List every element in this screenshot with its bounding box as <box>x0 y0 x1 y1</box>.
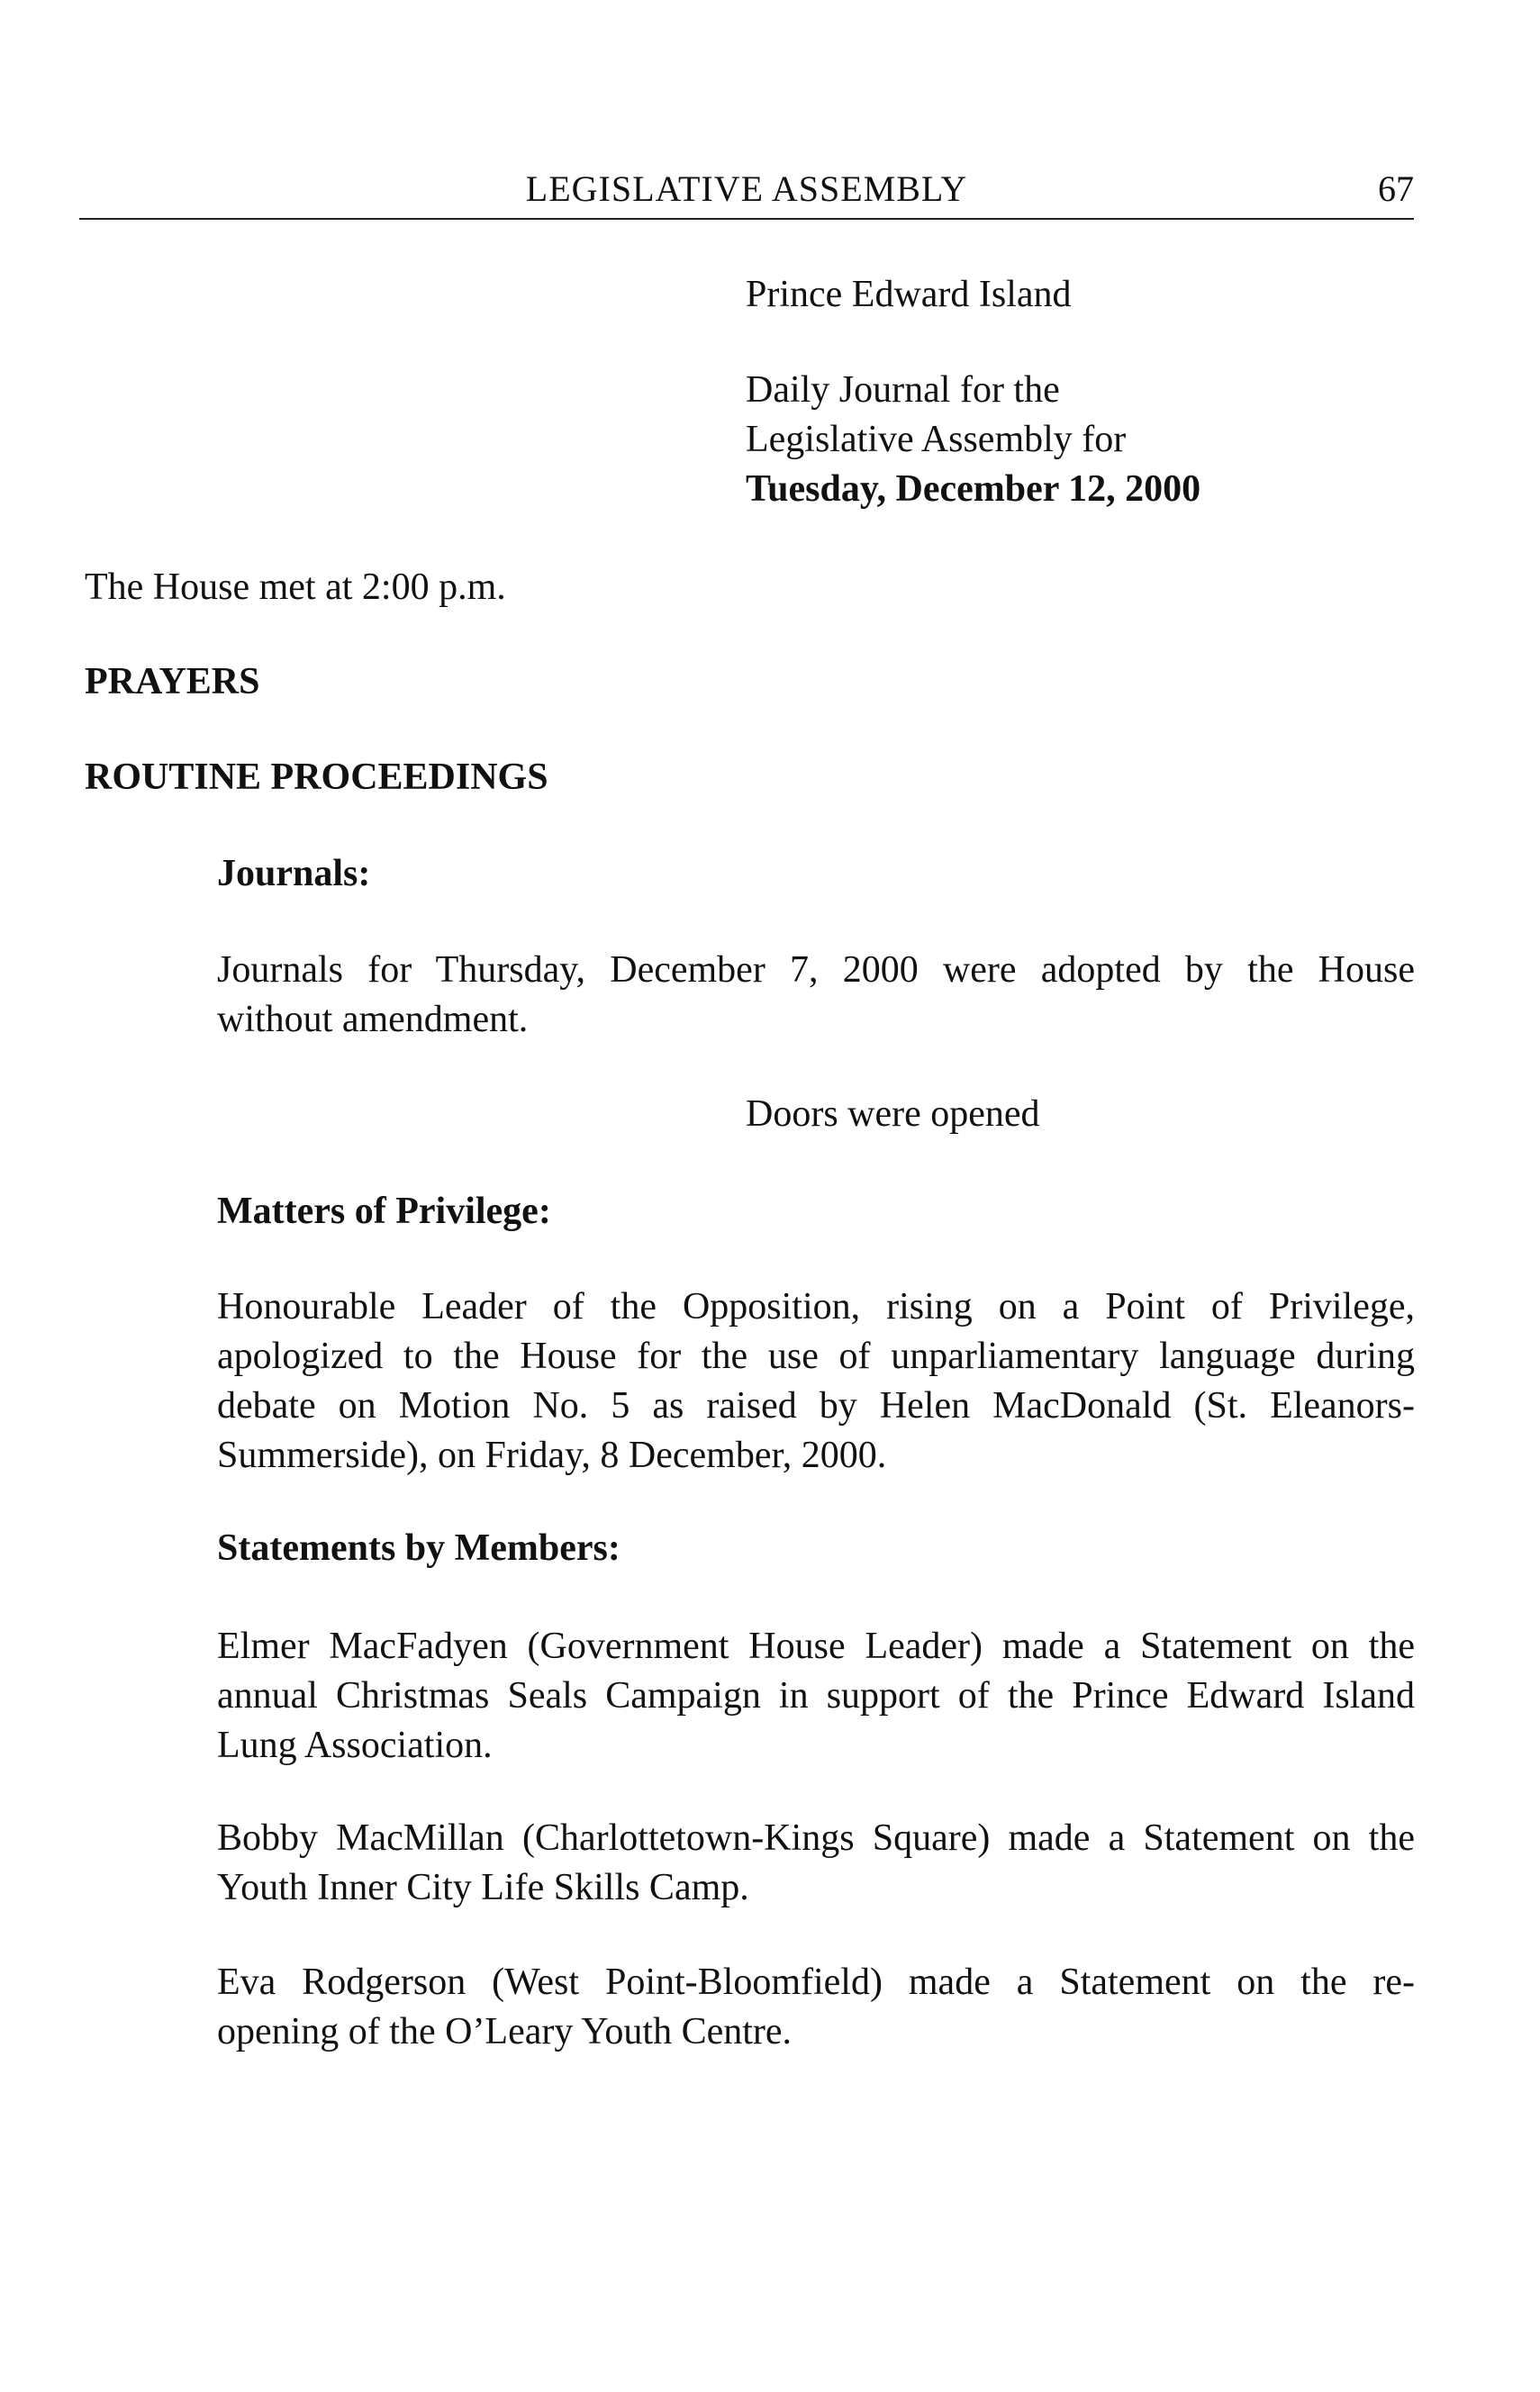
statement-paragraph-3 <box>217 1958 1415 2057</box>
statements-heading: Statements by Members: <box>217 1527 621 1569</box>
house-met-text: The House met at 2:00 p.m. <box>85 566 506 608</box>
journals-line: without amendment. <box>217 999 529 1040</box>
masthead-province: Prince Edward Island <box>746 274 1072 315</box>
masthead-journal-line1: Daily Journal for the <box>746 369 1060 411</box>
journals-heading: Journals: <box>217 853 371 894</box>
page-number: 67 <box>1378 168 1414 209</box>
statement-line: Elmer MacFadyen (Government House Leader) made a Statement on the <box>217 1626 1415 1667</box>
journals-line: Journals for Thursday, December 7, 2000 were adopted by the House <box>217 949 1415 991</box>
statement-paragraph-2 <box>217 1814 1415 1913</box>
masthead-date: Tuesday, December 12, 2000 <box>746 468 1201 510</box>
prayers-heading: PRAYERS <box>85 661 260 702</box>
statement-paragraph-1 <box>217 1622 1415 1771</box>
privilege-line: Summerside), on Friday, 8 December, 2000. <box>217 1435 887 1476</box>
privilege-paragraph <box>217 1282 1415 1481</box>
privilege-line: debate on Motion No. 5 as raised by Helen MacDonald (St. Eleanors- <box>217 1385 1415 1427</box>
journals-paragraph <box>217 946 1415 1045</box>
statement-line: Eva Rodgerson (West Point-Bloomfield) made a Statement on the re- <box>217 1962 1415 2003</box>
masthead-journal-line2: Legislative Assembly for <box>746 419 1127 460</box>
statement-line: Youth Inner City Life Skills Camp. <box>217 1867 749 1908</box>
privilege-line: Honourable Leader of the Opposition, rising on a Point of Privilege, <box>217 1286 1415 1327</box>
routine-proceedings-heading: ROUTINE PROCEEDINGS <box>85 757 548 798</box>
privilege-heading: Matters of Privilege: <box>217 1191 551 1232</box>
page-header <box>79 160 1414 220</box>
statement-line: annual Christmas Seals Campaign in support of the Prince Edward Island <box>217 1675 1415 1717</box>
statement-line: opening of the O’Leary Youth Centre. <box>217 2011 793 2052</box>
header-title: LEGISLATIVE ASSEMBLY <box>525 168 968 209</box>
statement-line: Lung Association. <box>217 1725 493 1766</box>
privilege-line: apologized to the House for the use of unparliamentary language during <box>217 1336 1415 1377</box>
doors-opened-text: Doors were opened <box>746 1093 1040 1135</box>
statement-line: Bobby MacMillan (Charlottetown-Kings Square) made a Statement on the <box>217 1817 1415 1859</box>
